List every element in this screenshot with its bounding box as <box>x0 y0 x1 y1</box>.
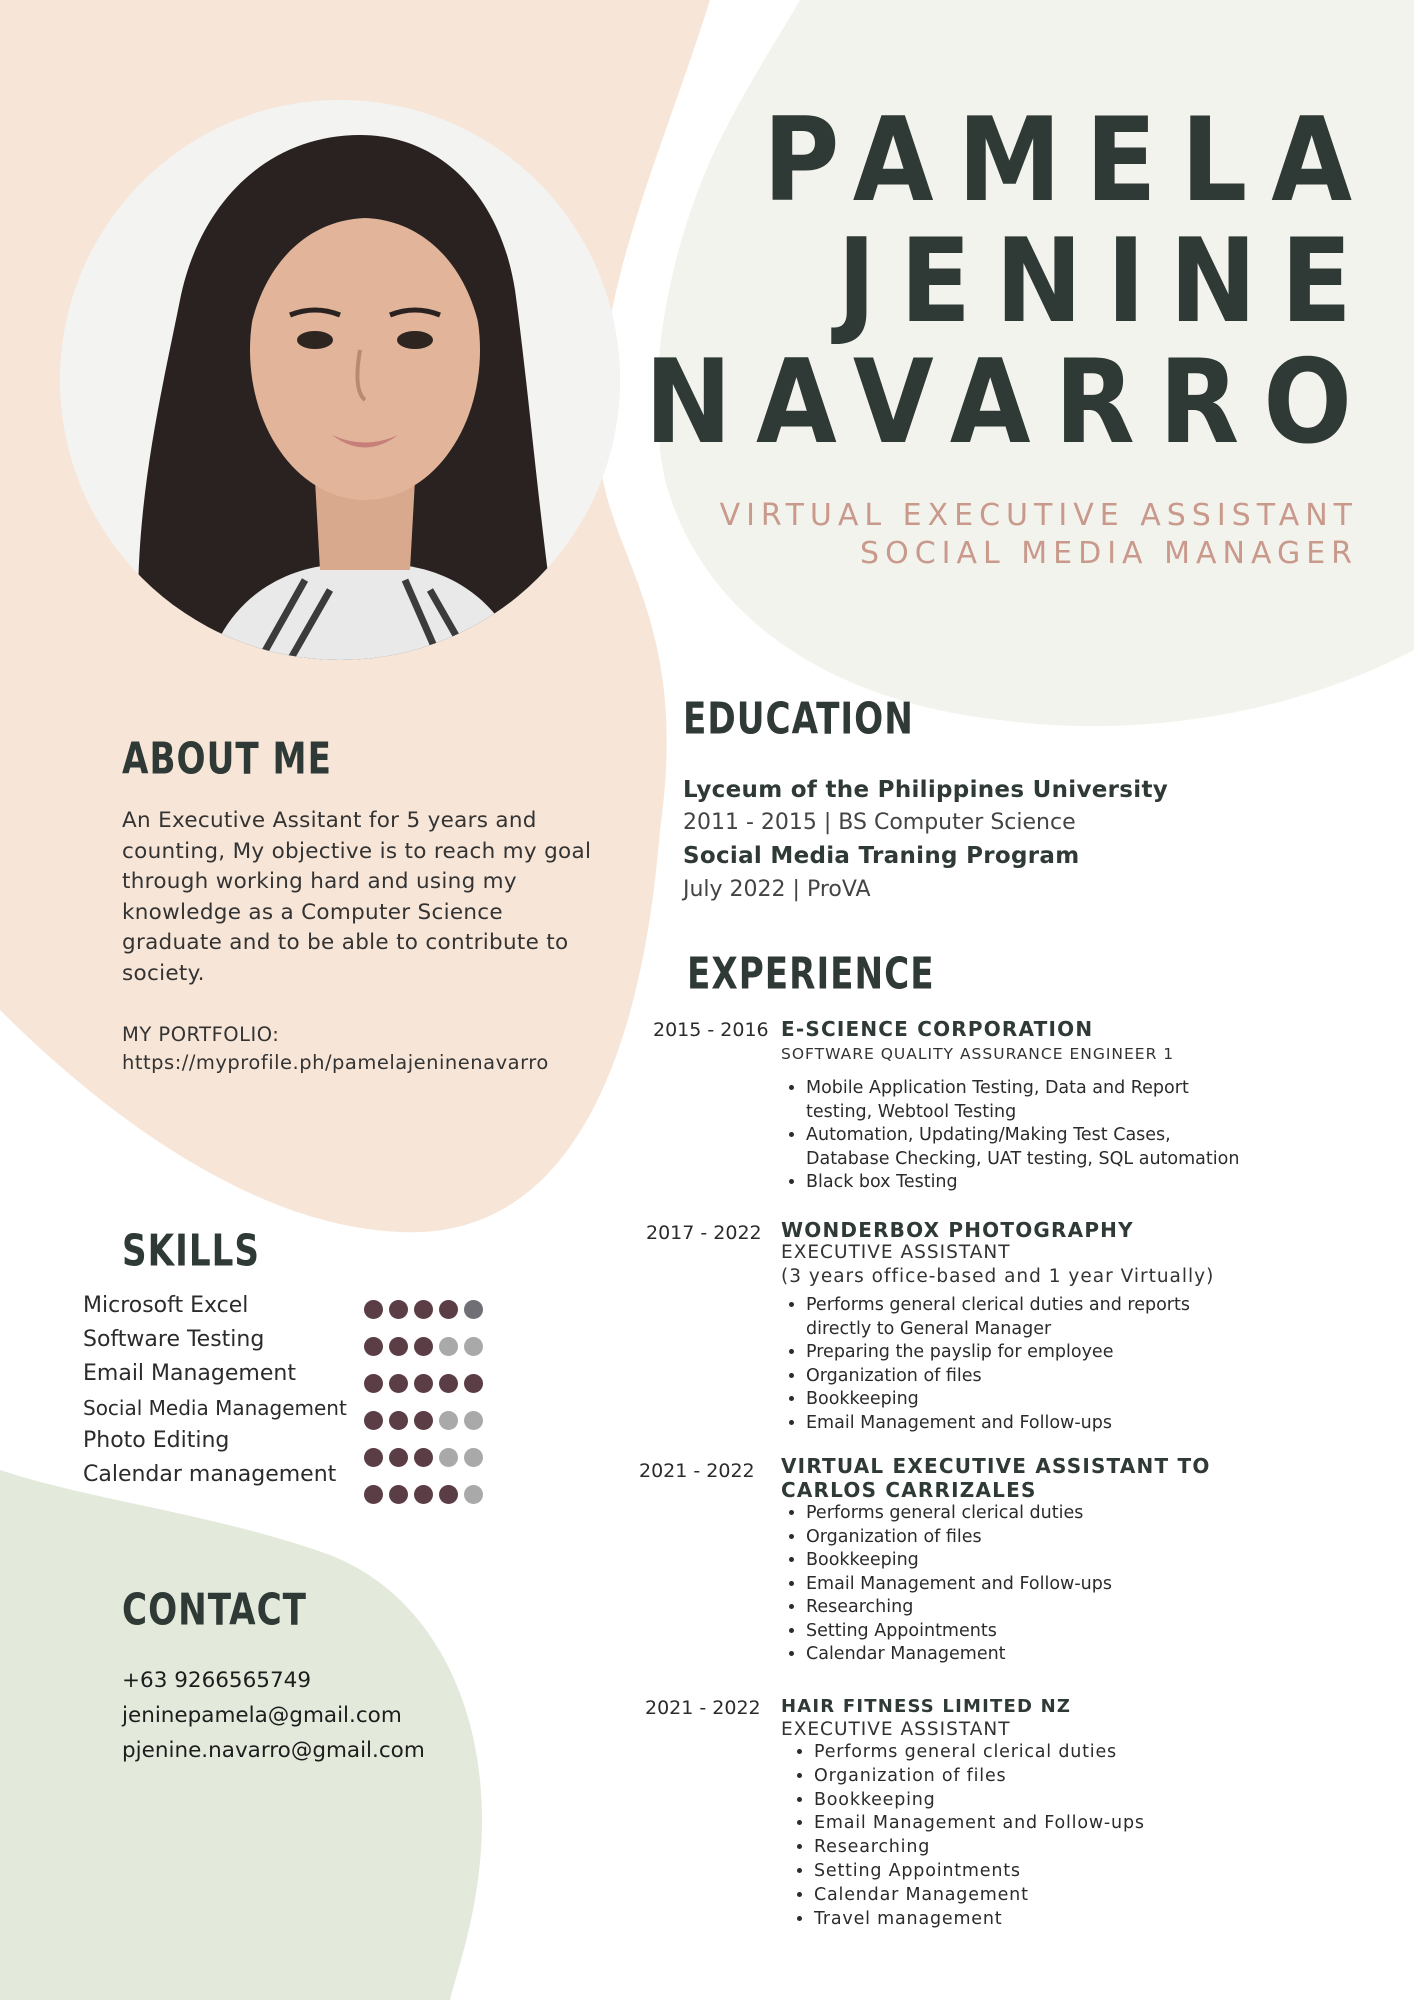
education-school: Lyceum of the Philippines University <box>683 777 1169 803</box>
job-duty: • Automation, Updating/Making Test Cases, Database Checking, UAT testing, SQL automation <box>806 1124 1251 1171</box>
skill-name: Calendar management <box>83 1462 337 1487</box>
skill-dot <box>364 1448 383 1467</box>
skill-rating <box>364 1374 483 1393</box>
skill-dot <box>389 1448 408 1467</box>
skill-dot <box>414 1411 433 1430</box>
skill-dot <box>464 1485 483 1504</box>
job-duty: • Organization of files <box>806 1365 1251 1389</box>
contact-email-secondary[interactable]: pjenine.navarro@gmail.com <box>122 1738 425 1763</box>
skill-rating <box>364 1485 483 1504</box>
contact-heading: CONTACT <box>122 1584 307 1635</box>
education-heading: EDUCATION <box>683 693 914 744</box>
job-role: EXECUTIVE ASSISTANT <box>781 1719 1011 1740</box>
skill-dot <box>439 1300 458 1319</box>
skill-dot <box>364 1411 383 1430</box>
job-company: VIRTUAL EXECUTIVE ASSISTANT TO <box>781 1454 1211 1478</box>
skill-rating <box>364 1337 483 1356</box>
job-duty: • Bookkeeping <box>814 1789 1259 1813</box>
skill-dot <box>464 1411 483 1430</box>
skill-dot <box>439 1337 458 1356</box>
profile-photo <box>60 100 620 660</box>
job-years: 2021 - 2022 <box>645 1697 761 1719</box>
job-duties <box>781 1077 1251 1195</box>
portrait-illustration <box>60 100 620 660</box>
job-duty: • Email Management and Follow-ups <box>806 1412 1251 1436</box>
skill-dot <box>439 1448 458 1467</box>
about-heading: ABOUT ME <box>122 733 332 784</box>
job-duty: • Mobile Application Testing, Data and Report testing, Webtool Testing <box>806 1077 1251 1124</box>
skill-dot <box>364 1337 383 1356</box>
skills-heading: SKILLS <box>122 1225 261 1276</box>
job-duties <box>781 1294 1251 1435</box>
skill-dot <box>439 1374 458 1393</box>
experience-heading: EXPERIENCE <box>687 948 935 999</box>
job-role: SOFTWARE QUALITY ASSURANCE ENGINEER 1 <box>781 1045 1175 1063</box>
full-name <box>644 93 1376 470</box>
portfolio <box>122 1021 549 1077</box>
education-school: Social Media Traning Program <box>683 843 1080 869</box>
skill-name: Microsoft Excel <box>83 1293 249 1318</box>
skill-name: Email Management <box>83 1361 296 1386</box>
job-years: 2017 - 2022 <box>646 1222 762 1244</box>
skill-dot <box>364 1374 383 1393</box>
job-duty: • Calendar Management <box>806 1643 1251 1667</box>
skill-dot <box>414 1448 433 1467</box>
skill-dot <box>364 1300 383 1319</box>
job-duty: • Researching <box>806 1596 1251 1620</box>
contact-email-primary[interactable]: jeninepamela@gmail.com <box>122 1703 402 1728</box>
skill-name: Photo Editing <box>83 1428 230 1453</box>
skill-dot <box>464 1300 483 1319</box>
portfolio-label: MY PORTFOLIO: <box>122 1023 280 1046</box>
job-duty: • Setting Appointments <box>806 1620 1251 1644</box>
skill-dot <box>414 1485 433 1504</box>
job-duty: • Calendar Management <box>814 1884 1259 1908</box>
job-duty: • Organization of files <box>806 1526 1251 1550</box>
skill-dot <box>389 1337 408 1356</box>
job-duty: • Researching <box>814 1836 1259 1860</box>
skill-dot <box>389 1485 408 1504</box>
skill-dot <box>414 1300 433 1319</box>
job-duties <box>789 1741 1259 1931</box>
job-duty: • Setting Appointments <box>814 1860 1259 1884</box>
job-duty: • Performs general clerical duties and reports directly to General Manager <box>806 1294 1251 1341</box>
portfolio-link[interactable]: https://myprofile.ph/pamelajeninenavarro <box>122 1051 549 1074</box>
skill-dot <box>439 1485 458 1504</box>
job-duties <box>781 1502 1251 1667</box>
skill-dot <box>464 1374 483 1393</box>
skill-rating <box>364 1448 483 1467</box>
job-duty: • Email Management and Follow-ups <box>814 1812 1259 1836</box>
skill-name: Social Media Management <box>83 1396 347 1420</box>
job-duty: • Bookkeeping <box>806 1388 1251 1412</box>
job-years: 2021 - 2022 <box>639 1460 755 1482</box>
skill-dot <box>464 1448 483 1467</box>
education-detail: 2011 - 2015 | BS Computer Science <box>683 810 1076 835</box>
job-duty: • Organization of files <box>814 1765 1259 1789</box>
skill-dot <box>389 1374 408 1393</box>
skill-dot <box>439 1411 458 1430</box>
name-line-middle: JENINE <box>837 214 1376 349</box>
skill-rating <box>364 1300 483 1319</box>
job-duty: • Email Management and Follow-ups <box>806 1573 1251 1597</box>
job-duty: • Bookkeeping <box>806 1549 1251 1573</box>
job-duty: • Performs general clerical duties <box>814 1741 1259 1765</box>
job-title-primary: VIRTUAL EXECUTIVE ASSISTANT <box>719 498 1358 533</box>
job-role: EXECUTIVE ASSISTANT <box>781 1242 1011 1263</box>
name-line-last: NAVARRO <box>644 335 1376 470</box>
skill-dot <box>389 1300 408 1319</box>
job-title-secondary: SOCIAL MEDIA MANAGER <box>860 536 1358 571</box>
job-company: CARLOS CARRIZALES <box>781 1478 1037 1502</box>
education-detail: July 2022 | ProVA <box>683 877 871 902</box>
name-line-first: PAMELA <box>762 93 1376 228</box>
skill-rating <box>364 1411 483 1430</box>
about-text: An Executive Assitant for 5 years and counting, My objective is to reach my goal through working hard and using my knowledge as a Computer Science graduate and to be able to contribute to society. <box>122 808 592 986</box>
job-role-note: (3 years office-based and 1 year Virtually) <box>781 1266 1215 1287</box>
job-duty: • Black box Testing <box>806 1171 1251 1195</box>
skill-dot <box>389 1411 408 1430</box>
contact-phone[interactable]: +63 9266565749 <box>122 1668 311 1693</box>
skill-dot <box>414 1374 433 1393</box>
job-titles <box>719 497 1358 573</box>
skill-name: Software Testing <box>83 1327 265 1352</box>
job-company: HAIR FITNESS LIMITED NZ <box>781 1696 1072 1717</box>
sage-blob <box>0 1470 482 2000</box>
job-years: 2015 - 2016 <box>653 1019 769 1041</box>
job-duty: • Preparing the payslip for employee <box>806 1341 1251 1365</box>
skill-dot <box>364 1485 383 1504</box>
job-company: WONDERBOX PHOTOGRAPHY <box>781 1218 1134 1242</box>
skill-dot <box>464 1337 483 1356</box>
skill-dot <box>414 1337 433 1356</box>
job-duty: • Performs general clerical duties <box>806 1502 1251 1526</box>
job-company: E-SCIENCE CORPORATION <box>781 1017 1094 1041</box>
job-duty: • Travel management <box>814 1908 1259 1932</box>
